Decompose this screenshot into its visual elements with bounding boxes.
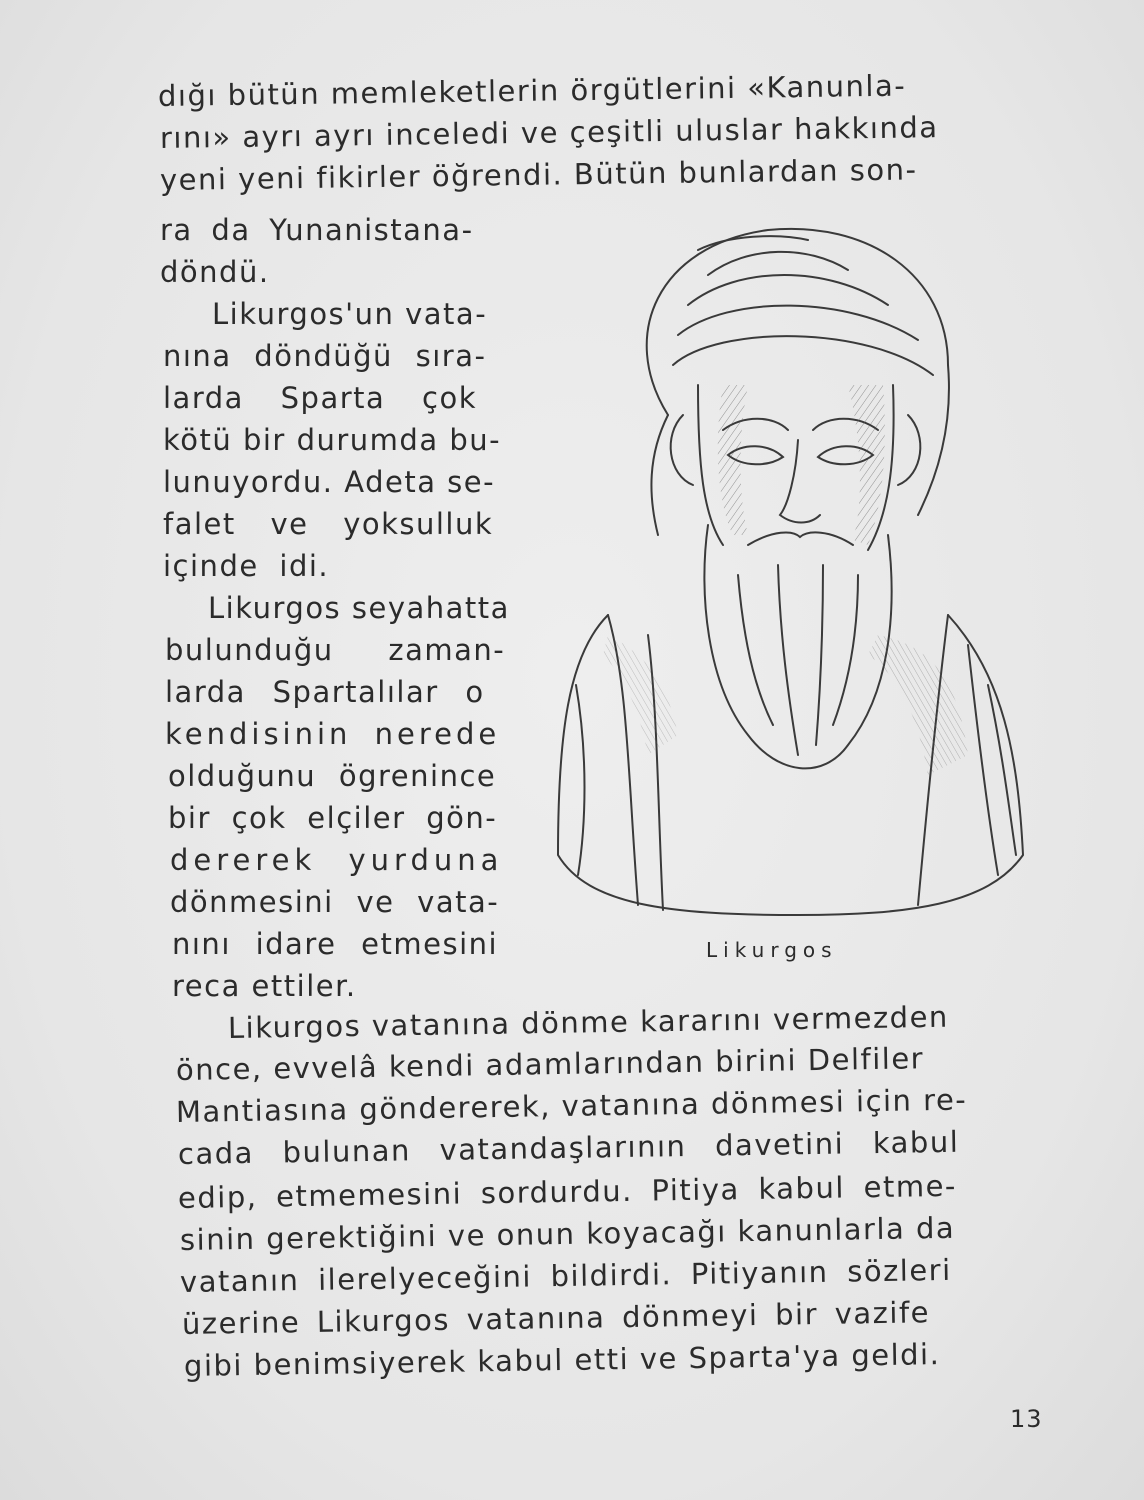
text-line: üzerine Likurgos vatanına dönmeyi bir vazife (181, 1295, 931, 1341)
text-line: Mantiasına göndererek, vatanına dönmesi için re- (175, 1082, 968, 1129)
text-line: vatanın ilerelyeceğini bildirdi. Pitiyanın sözleri (179, 1252, 952, 1299)
text-line: Likurgos vatanına dönme kararını vermezden (227, 999, 950, 1045)
text-line: Likurgos seyahatta (208, 591, 510, 625)
text-line: sinin gerektiğini ve onun koyacağı kanunlarla da (179, 1210, 956, 1257)
text-line: larda Spartalılar o (165, 675, 485, 709)
text-line: yeni yeni fikirler öğrendi. Bütün bunlardan son- (159, 152, 918, 197)
text-line: dığı bütün memleketlerin örgütlerini «Kanunla- (157, 68, 907, 113)
text-line: nına döndüğü sıra- (163, 339, 487, 373)
text-line: kendisinin nerede (165, 717, 501, 751)
page-number: 13 (1010, 1405, 1043, 1433)
text-line: önce, evvelâ kendi adamlarından birini Delfiler (175, 1041, 925, 1087)
text-line: ra da Yunanistana- (160, 213, 474, 247)
text-line: gibi benimsiyerek kabul etti ve Sparta'ya geldi. (183, 1337, 941, 1383)
text-line: bir çok elçiler gön- (168, 801, 498, 835)
text-line: Likurgos'un vata- (212, 297, 488, 331)
text-line: kötü bir durumda bu- (163, 423, 502, 457)
text-line: içinde idi. (163, 549, 330, 583)
text-line: larda Sparta çok (163, 381, 477, 415)
text-line: döndü. (160, 255, 270, 289)
text-line: bulunduğu zaman- (165, 633, 506, 667)
bust-illustration (548, 215, 1028, 920)
text-line: falet ve yoksulluk (163, 507, 494, 541)
text-line: rını» ayrı ayrı inceledi ve çeşitli uluslar hakkında (159, 110, 939, 155)
text-line: cada bulunan vatandaşlarının davetini kabul (177, 1124, 960, 1171)
text-line: reca ettiler. (172, 969, 357, 1003)
text-line: edip, etmemesini sordurdu. Pitiya kabul etme- (177, 1168, 958, 1215)
text-line: dererek yurduna (170, 843, 504, 877)
text-line: olduğunu ögrenince (168, 759, 497, 793)
text-line: nını idare etmesini (172, 927, 499, 961)
illustration-caption: Likurgos (706, 938, 838, 962)
text-line: lunuyordu. Adeta se- (163, 465, 496, 499)
text-line: dönmesini ve vata- (170, 885, 500, 919)
